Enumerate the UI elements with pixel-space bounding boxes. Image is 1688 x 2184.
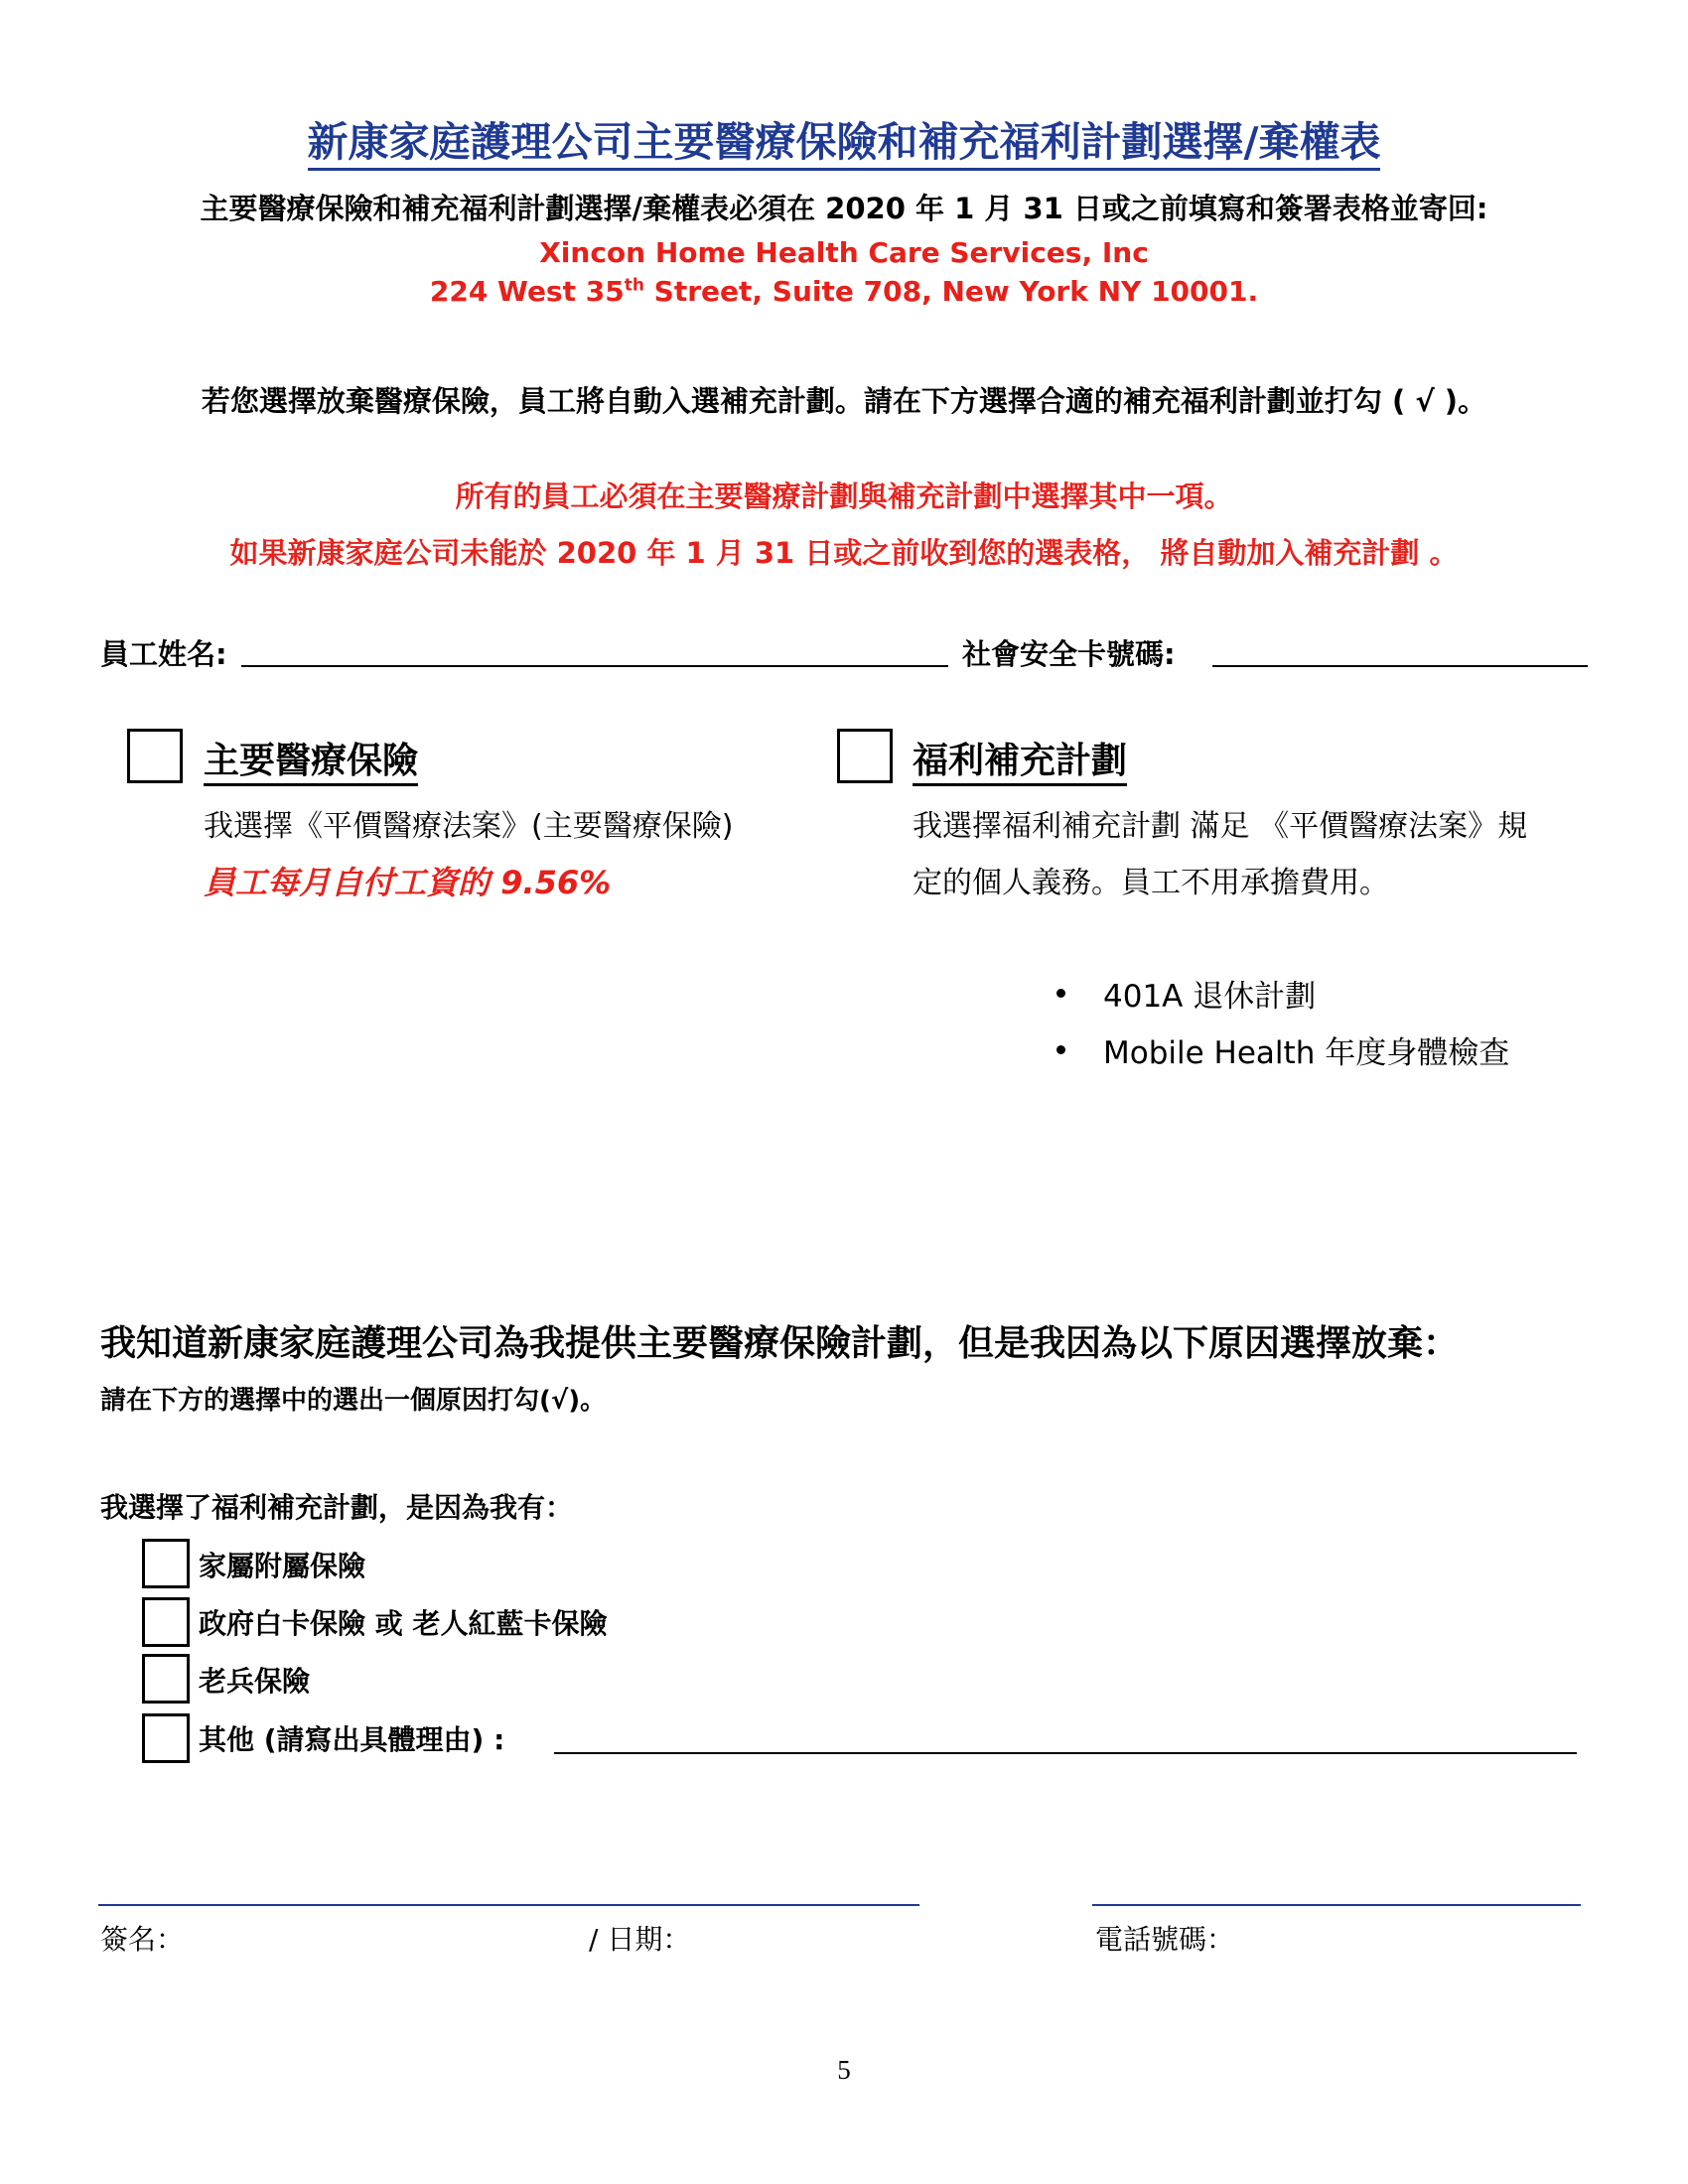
ssn-label: 社會安全卡號碼: <box>962 637 1176 671</box>
page-number: 5 <box>837 2055 851 2085</box>
reason-label: 家屬附屬保險 <box>199 1550 366 1582</box>
signature-label: 簽名： <box>100 1923 185 1956</box>
reasons-heading: 我選擇了福利補充計劃，是因為我有： <box>100 1491 574 1524</box>
primary-insurance-cost: 員工每月自付工資的 9.56% <box>204 864 612 901</box>
reason-checkbox-other[interactable] <box>142 1713 190 1763</box>
benefit-item: 401A 退休計劃 <box>1103 979 1317 1015</box>
supplemental-plan-checkbox[interactable] <box>837 729 893 783</box>
reason-checkbox-government[interactable] <box>142 1597 190 1647</box>
waiver-instruction: 請在下方的選擇中的選出一個原因打勾(√)。 <box>100 1386 607 1416</box>
supplemental-plan-description-line2: 定的個人義務。員工不用承擔費用。 <box>913 866 1389 900</box>
ssn-field[interactable] <box>1212 665 1588 667</box>
form-title: 新康家庭護理公司主要醫療保險和補充福利計劃選擇/棄權表 <box>0 109 1688 168</box>
phone-line[interactable] <box>1092 1904 1581 1906</box>
phone-label: 電話號碼： <box>1095 1923 1235 1956</box>
deadline-text: 主要醫療保險和補充福利計劃選擇/棄權表必須在 2020 年 1 月 31 日或之前填寫和簽署表格並寄回: <box>200 192 1488 225</box>
reason-checkbox-dependent[interactable] <box>142 1539 190 1588</box>
company-name: Xincon Home Health Care Services, Inc <box>539 236 1149 269</box>
notice-required: 所有的員工必須在主要醫療計劃與補充計劃中選擇其中一項。 <box>455 479 1233 513</box>
employee-name-label: 員工姓名: <box>100 637 227 671</box>
reason-label: 老兵保險 <box>199 1665 311 1698</box>
supplemental-plan-description-line1: 我選擇福利補充計劃 滿足 《平價醫療法案》規 <box>913 809 1528 844</box>
other-reason-field[interactable] <box>554 1752 1577 1754</box>
primary-insurance-title: 主要醫療保險 <box>204 733 418 783</box>
reason-checkbox-veteran[interactable] <box>142 1654 190 1704</box>
notice-auto-enroll: 如果新康家庭公司未能於 2020 年 1 月 31 日或之前收到您的選表格， 將自動加入補充計劃 。 <box>229 536 1459 570</box>
bullet-icon <box>1056 1045 1065 1054</box>
company-address: 224 West 35th Street, Suite 708, New York NY 10001. <box>429 275 1259 308</box>
reason-label: 政府白卡保險 或 老人紅藍卡保險 <box>199 1607 608 1640</box>
primary-insurance-checkbox[interactable] <box>127 729 183 783</box>
signature-date-line[interactable] <box>98 1904 919 1906</box>
date-label: / 日期： <box>589 1923 691 1956</box>
bullet-icon <box>1056 989 1065 998</box>
waiver-note: 若您選擇放棄醫療保險，員工將自動入選補充計劃。請在下方選擇合適的補充福利計劃並打勾 ( √ )。 <box>201 384 1487 418</box>
primary-insurance-description: 我選擇《平價醫療法案》(主要醫療保險) <box>204 809 734 844</box>
employee-name-field[interactable] <box>241 665 948 667</box>
supplemental-plan-title: 福利補充計劃 <box>913 733 1127 783</box>
reason-label: 其他 (請寫出具體理由) : <box>199 1723 505 1756</box>
waiver-heading: 我知道新康家庭護理公司為我提供主要醫療保險計劃，但是我因為以下原因選擇放棄： <box>100 1323 1460 1364</box>
benefit-item: Mobile Health 年度身體檢查 <box>1103 1035 1510 1071</box>
